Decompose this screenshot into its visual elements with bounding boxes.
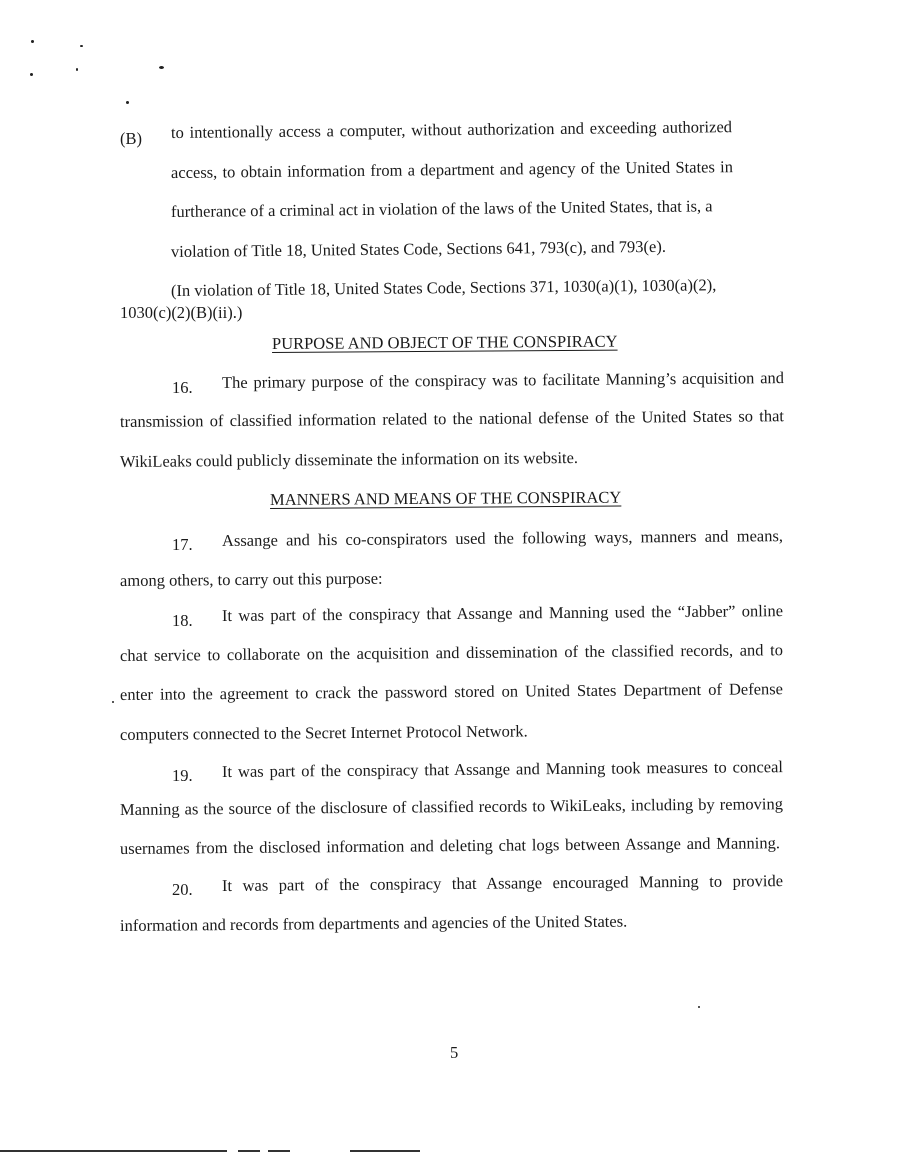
para20-line: information and records from departments and agencies of the United States. <box>119 911 628 935</box>
para16-line: The primary purpose of the conspiracy was to facilitate Manning’s acquisition and <box>221 368 785 392</box>
scan-speck <box>126 101 129 104</box>
para18-line: enter into the agreement to crack the password stored on United States Department of Defense <box>119 679 784 704</box>
bottom-rule <box>238 1150 260 1152</box>
para17-line: Assange and his co-conspirators used the following ways, manners and means, <box>221 526 784 550</box>
item-b-line: furtherance of a criminal act in violation of the laws of the United States, that is, a <box>170 196 713 221</box>
scan-speck <box>698 1006 700 1008</box>
para17-line: among others, to carry out this purpose: <box>119 568 383 590</box>
para-number: 17. <box>172 535 193 554</box>
scan-speck <box>112 701 114 703</box>
scan-speck <box>80 45 83 47</box>
heading-purpose: PURPOSE AND OBJECT OF THE CONSPIRACY <box>271 331 618 353</box>
bottom-rule <box>0 1150 227 1152</box>
scan-speck <box>76 68 78 71</box>
item-b-line: to intentionally access a computer, without authorization and exceeding authorized <box>170 117 733 142</box>
item-b-line: violation of Title 18, United States Code, Sections 641, 793(c), and 793(e). <box>170 236 667 261</box>
para18-line: computers connected to the Secret Internet Protocol Network. <box>119 721 528 744</box>
bottom-rule <box>268 1150 290 1152</box>
scan-speck <box>31 40 34 43</box>
para-number: 16. <box>172 378 193 397</box>
para19-line: usernames from the disclosed information and deleting chat logs between Assange and Manning. <box>119 833 781 858</box>
para-number: 19. <box>172 766 193 785</box>
citation-line: (In violation of Title 18, United States Code, Sections 371, 1030(a)(1), 1030(a)(2), <box>170 275 717 300</box>
item-b-label: (B) <box>120 129 142 148</box>
page-number: 5 <box>450 1043 459 1062</box>
para16-line: transmission of classified information related to the national defense of the United States so that <box>119 406 785 431</box>
para19-line: Manning as the source of the disclosure of classified records to WikiLeaks, including by removing <box>119 794 784 819</box>
citation-line: 1030(c)(2)(B)(ii).) <box>120 303 243 322</box>
item-b-line: access, to obtain information from a department and agency of the United States in <box>170 157 734 182</box>
para16-line: WikiLeaks could publicly disseminate the information on its website. <box>119 448 579 471</box>
para20-line: It was part of the conspiracy that Assange encouraged Manning to provide <box>221 871 784 895</box>
heading-manners: MANNERS AND MEANS OF THE CONSPIRACY <box>269 487 622 509</box>
para-number: 18. <box>172 611 193 630</box>
scan-speck <box>159 66 164 69</box>
para-number: 20. <box>172 880 193 899</box>
para19-line: It was part of the conspiracy that Assange and Manning took measures to conceal <box>221 757 784 781</box>
para18-line: It was part of the conspiracy that Assange and Manning used the “Jabber” online <box>221 601 784 625</box>
bottom-rule <box>350 1150 420 1152</box>
scan-speck <box>30 73 33 76</box>
para18-line: chat service to collaborate on the acquisition and dissemination of the classified records, and to <box>119 640 784 665</box>
